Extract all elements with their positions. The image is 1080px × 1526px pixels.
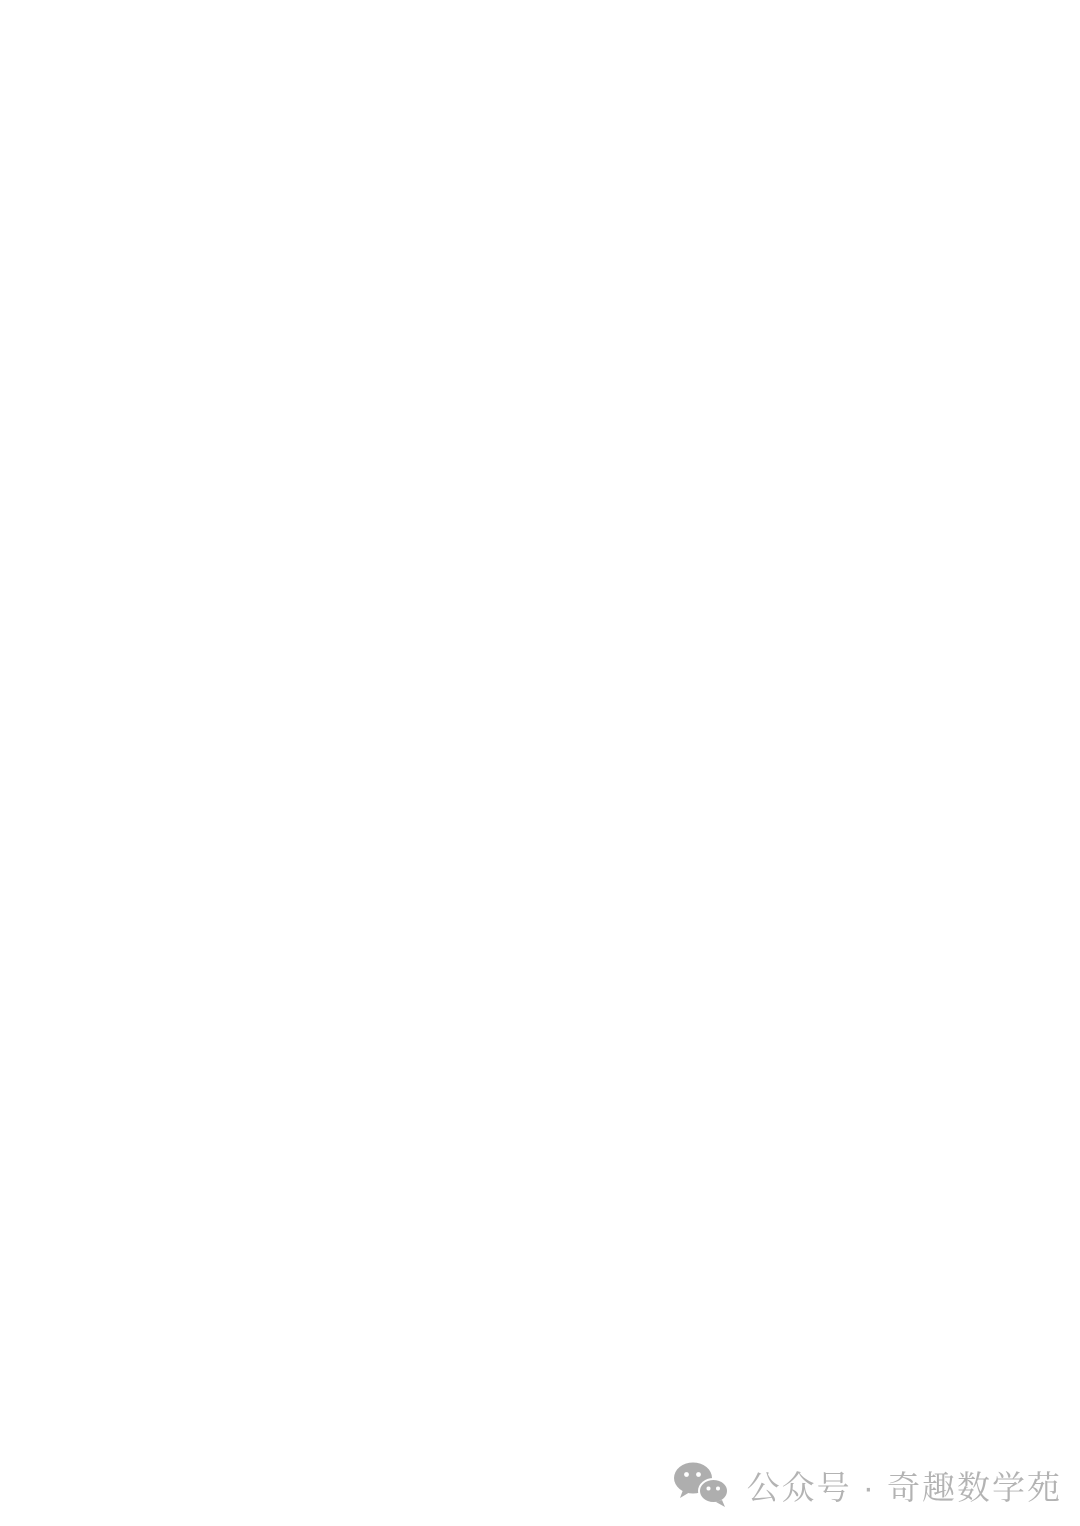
wechat-icon <box>671 1460 733 1510</box>
watermark <box>671 1460 1062 1510</box>
watermark-label: 公众号 · 奇趣数学苑 <box>746 1468 1062 1506</box>
